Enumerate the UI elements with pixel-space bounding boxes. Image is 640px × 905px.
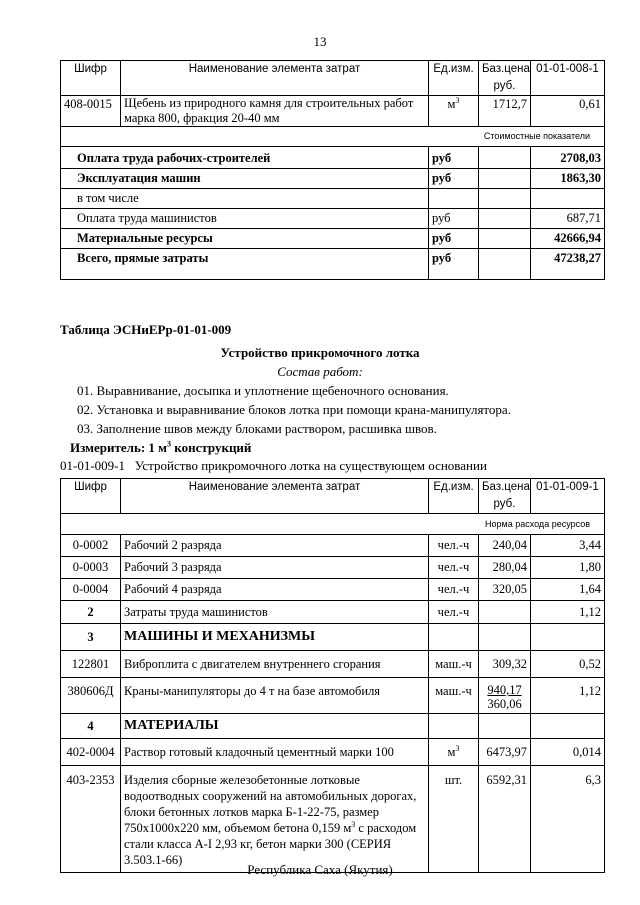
cell-name: Краны-манипуляторы до 4 т на базе автомобиля — [121, 678, 429, 714]
cell-name: Изделия сборные железобетонные лотковые водоотводных сооружений на автомобильных дорогах, блоки бетонных лотков марка Б-1-22-75, размер 750х1000х220 мм, объемом бетона 0,159 $м^3$ с расходом стали класса А-I 2,93 кг, бетон марки 300 (СЕРИЯ 3.503.1-66) — [121, 766, 429, 873]
col-norm: 01-01-008-1 — [531, 61, 605, 96]
cell-code: 380606Д — [61, 678, 121, 714]
price-old: 940,17 — [487, 683, 522, 697]
cost-row — [61, 147, 605, 169]
cell-value: 1,80 — [531, 557, 605, 579]
cell-unit: шт. — [429, 766, 479, 873]
cell-price — [479, 678, 531, 714]
work-item: 02. Установка и выравнивание блоков лотка при помощи крана-манипулятора. — [77, 402, 511, 417]
cost-name: Оплата труда машинистов — [61, 209, 429, 229]
cell-name: Затраты труда машинистов — [121, 601, 429, 624]
table-row — [61, 557, 605, 579]
cell-value: 6,3 — [531, 766, 605, 873]
col-unit: Ед.изм. — [429, 61, 479, 96]
cost-unit — [429, 189, 479, 209]
col-code: Шифр — [61, 479, 121, 514]
col-unit: Ед.изм. — [429, 479, 479, 514]
cost-value — [531, 189, 605, 209]
cost-row — [61, 249, 605, 280]
table-row — [61, 579, 605, 601]
cost-unit: руб — [429, 229, 479, 249]
cell-price — [479, 601, 531, 624]
cell-value: 0,61 — [531, 96, 605, 127]
section-label: Норма расхода ресурсов — [61, 514, 605, 535]
cell-value: 3,44 — [531, 535, 605, 557]
cell-name: Раствор готовый кладочный цементный марки 100 — [121, 739, 429, 766]
cell-name: Рабочий 4 разряда — [121, 579, 429, 601]
col-price: Баз.цена руб. — [479, 61, 531, 96]
cell-value: 1,64 — [531, 579, 605, 601]
price-new: 360,06 — [487, 697, 522, 711]
cell-name: Рабочий 2 разряда — [121, 535, 429, 557]
group-name: МАТЕРИАЛЫ — [121, 714, 429, 739]
table-header — [61, 61, 605, 96]
cell-code: 0-0004 — [61, 579, 121, 601]
cell-price: 309,32 — [479, 651, 531, 678]
cell-value: 0,52 — [531, 651, 605, 678]
table-row — [61, 678, 605, 714]
table-row — [61, 766, 605, 873]
work-item: 03. Заполнение швов между блоками раствором, расшивка швов. — [77, 421, 437, 436]
cost-row — [61, 209, 605, 229]
cost-name: в том числе — [61, 189, 429, 209]
work-item: 01. Выравнивание, досыпка и уплотнение щебеночного основания. — [77, 383, 449, 398]
cost-name: Всего, прямые затраты — [61, 249, 429, 280]
cell-value: 1,12 — [531, 678, 605, 714]
table-row — [61, 96, 605, 127]
group-name: МАШИНЫ И МЕХАНИЗМЫ — [121, 624, 429, 651]
cell-price: 320,05 — [479, 579, 531, 601]
cell-unit: маш.-ч — [429, 651, 479, 678]
cost-name: Материальные ресурсы — [61, 229, 429, 249]
norm-line: 01-01-009-1 Устройство прикромочного лотка на существующем основании — [60, 458, 487, 473]
cost-value: 42666,94 — [531, 229, 605, 249]
col-name: Наименование элемента затрат — [121, 479, 429, 514]
table-row — [61, 739, 605, 766]
section-row — [61, 127, 605, 147]
cell-unit: маш.-ч — [429, 678, 479, 714]
cost-row — [61, 169, 605, 189]
group-code: 4 — [61, 714, 121, 739]
table-row — [61, 535, 605, 557]
cost-value: 2708,03 — [531, 147, 605, 169]
cell-code: 402-0004 — [61, 739, 121, 766]
cell-code: 403-2353 — [61, 766, 121, 873]
cost-value: 47238,27 — [531, 249, 605, 280]
col-code: Шифр — [61, 61, 121, 96]
cost-unit: руб — [429, 209, 479, 229]
group-header-row — [61, 624, 605, 651]
col-price: Баз.цена руб. — [479, 479, 531, 514]
cell-price: 240,04 — [479, 535, 531, 557]
cell-code: 408-0015 — [61, 96, 121, 127]
cell-name: Щебень из природного камня для строительных работ марка 800, фракция 20-40 мм — [121, 96, 429, 127]
cost-name: Эксплуатация машин — [61, 169, 429, 189]
cell-price: 280,04 — [479, 557, 531, 579]
cost-row — [61, 229, 605, 249]
cell-name: Виброплита с двигателем внутреннего сгорания — [121, 651, 429, 678]
cell-unit: $м^3$ — [429, 96, 479, 127]
group-code: 3 — [61, 624, 121, 651]
cost-row — [61, 189, 605, 209]
section-row — [61, 514, 605, 535]
meter-line: Измеритель: 1 $м^3$ конструкций — [70, 439, 252, 455]
cell-value: 0,014 — [531, 739, 605, 766]
resources-table-2 — [60, 478, 605, 873]
cell-code: 0-0002 — [61, 535, 121, 557]
table-header — [61, 479, 605, 514]
cell-unit: чел.-ч — [429, 535, 479, 557]
page-number: 13 — [313, 34, 327, 49]
cell-code: 0-0003 — [61, 557, 121, 579]
cost-unit: руб — [429, 249, 479, 280]
cell-unit: чел.-ч — [429, 579, 479, 601]
works-title: Состав работ: — [277, 364, 363, 379]
cost-name: Оплата труда рабочих-строителей — [61, 147, 429, 169]
group-header-row — [61, 714, 605, 739]
cost-unit: руб — [429, 147, 479, 169]
cell-unit: чел.-ч — [429, 557, 479, 579]
resources-table-1 — [60, 60, 605, 280]
cost-value: 1863,30 — [531, 169, 605, 189]
cell-value: 1,12 — [531, 601, 605, 624]
col-name: Наименование элемента затрат — [121, 61, 429, 96]
section-heading: Устройство прикромочного лотка — [220, 345, 420, 360]
cost-value: 687,71 — [531, 209, 605, 229]
cell-unit: $м^3$ — [429, 739, 479, 766]
col-norm: 01-01-009-1 — [531, 479, 605, 514]
footer-region: Республика Саха (Якутия) — [247, 862, 393, 877]
cell-code: 2 — [61, 601, 121, 624]
cell-name: Рабочий 3 разряда — [121, 557, 429, 579]
cell-price: 6473,97 — [479, 739, 531, 766]
cell-price: 6592,31 — [479, 766, 531, 873]
cell-code: 122801 — [61, 651, 121, 678]
cost-unit: руб — [429, 169, 479, 189]
table-row — [61, 651, 605, 678]
table-title: Таблица ЭСНиЕРр-01-01-009 — [60, 322, 232, 337]
cell-unit: чел.-ч — [429, 601, 479, 624]
cell-price: 1712,7 — [479, 96, 531, 127]
section-label: Стоимостные показатели — [61, 127, 605, 147]
table-row — [61, 601, 605, 624]
